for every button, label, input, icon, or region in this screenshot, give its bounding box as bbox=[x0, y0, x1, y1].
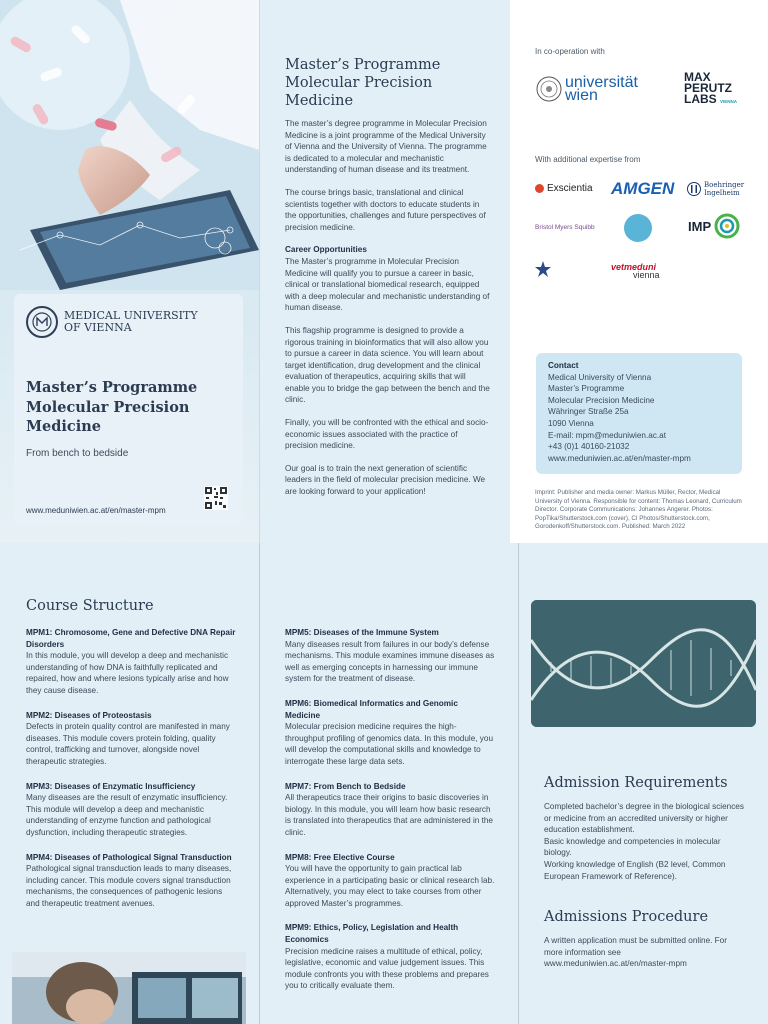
lab-illustration bbox=[12, 952, 246, 1024]
cover-panel bbox=[0, 0, 259, 543]
cover-subtitle: From bench to bedside bbox=[26, 448, 129, 459]
requirement-text: Basic knowledge and competencies in molecular biology. bbox=[544, 836, 721, 858]
boehringer-logo: Boehringer Ingelheim bbox=[687, 181, 744, 197]
uni-wien-seal-icon bbox=[536, 76, 562, 102]
career-paragraph: The Master’s programme in Molecular Precision Medicine will qualify you to pursue a career in basic, clinical or translational biomedical research, equipped with a deep molecular and mechanistic understanding of human disease. bbox=[285, 256, 490, 313]
contact-line: Molecular Precision Medicine bbox=[548, 395, 655, 405]
module-text: All therapeutics trace their origins to basic discoveries in biology. In this module, you will learn how basic research is translated into therapeutics that are administered in the clinic. bbox=[285, 793, 493, 837]
module-heading: MPM3: Diseases of Enzymatic Insufficiency bbox=[26, 781, 196, 791]
exscientia-icon bbox=[535, 184, 544, 193]
star-icon bbox=[535, 261, 551, 277]
partners-panel bbox=[510, 0, 768, 543]
contact-box bbox=[536, 353, 742, 474]
module-item bbox=[285, 922, 495, 992]
cover-photo bbox=[0, 0, 259, 290]
requirement-text: Completed bachelor’s degree in the biological sciences or medicine from an accredited university or higher education establishment. bbox=[544, 802, 744, 835]
module-heading: MPM4: Diseases of Pathological Signal Transduction bbox=[26, 852, 232, 862]
module-heading: MPM1: Chromosome, Gene and Defective DNA Repair Disorders bbox=[26, 628, 236, 649]
amgen-logo: AMGEN bbox=[611, 179, 675, 198]
cover-card bbox=[14, 294, 243, 526]
module-text: Many diseases result from failures in our body’s defense mechanisms. This module examines immune diseases as well as emerging concepts in harnessing our immune system for the treatment of disease. bbox=[285, 639, 495, 684]
course-structure-title: Course Structure bbox=[26, 598, 154, 614]
bms-logo: Bristol Myers Squibb bbox=[535, 224, 595, 231]
module-text: You will have the opportunity to gain practical lab experience in a participating basic or clinical research lab. Alternatively, you may elect to take courses from other approved Master’s programmes. bbox=[285, 864, 495, 908]
module-item bbox=[26, 781, 236, 839]
cooperation-label: In co-operation with bbox=[535, 47, 605, 56]
contact-email[interactable]: E-mail: mpm@meduniwien.ac.at bbox=[548, 430, 666, 440]
imp-logo: IMP bbox=[688, 213, 740, 239]
course-structure-panel bbox=[0, 543, 259, 1024]
module-item bbox=[285, 698, 495, 768]
module-item bbox=[285, 852, 495, 910]
imprint-text: Imprint: Publisher and media owner: Markus Müller, Rector, Medical University of Vienna. Responsible for content: Thomas Leonard, Curriculum Director. Corporate Communications: Johannes Angerer. Photos: PopTika/Shutterstock.com (cover), CI Photos/Shutterstock.com, Gorodenkoff/Shutterstock.com. Published: March 2022 bbox=[535, 489, 742, 531]
ludwig-logo bbox=[624, 214, 652, 242]
contact-phone[interactable]: +43 (0)1 40160-21032 bbox=[548, 442, 630, 452]
contact-line: Master’s Programme bbox=[548, 384, 625, 394]
procedure-url[interactable]: www.meduniwien.ac.at/en/master-mpm bbox=[544, 959, 687, 969]
module-item bbox=[26, 710, 236, 768]
intro-paragraph: The course brings basic, translational and clinical scientists together with doctors to educate students in the opportunities, challenges and future perspectives of precision medicine. bbox=[285, 187, 486, 232]
intro-paragraph: The master’s degree programme in Molecular Precision Medicine is a joint programme of the Medical University of Vienna and the University of Vienna. The programme is dedicated to a molecular and mechanistic understanding of human disease and its treatment. bbox=[285, 119, 487, 175]
module-text: Precision medicine raises a multitude of ethical, policy, legislative, economic and value judgement issues. This module confronts you with these problems and prepares you to critically evaluate them. bbox=[285, 946, 489, 991]
module-text: In this module, you will develop a deep and mechanistic understanding of how DNA is faithfully replicated and repaired, how and where lesions typically arise and how they cause disease. bbox=[26, 651, 229, 695]
module-item bbox=[285, 781, 495, 839]
lab-photo bbox=[12, 952, 246, 1024]
max-perutz-labs-logo: MAX PERUTZ LABS VIENNA bbox=[684, 70, 738, 106]
module-heading: MPM9: Ethics, Policy, Legislation and Health Economics bbox=[285, 923, 459, 945]
module-text: Many diseases are the result of enzymatic insufficiency. This module will develop a deep and mechanistic understanding of enzyme function and pathological dysfunction, including therapeutic strategies. bbox=[26, 793, 228, 837]
admissions-procedure-title: Admissions Procedure bbox=[544, 909, 709, 926]
dna-illustration bbox=[531, 600, 756, 727]
admission-panel bbox=[518, 543, 768, 1024]
module-heading: MPM5: Diseases of the Immune System bbox=[285, 628, 439, 637]
contact-line: 1090 Vienna bbox=[548, 418, 594, 428]
module-heading: MPM6: Biomedical Informatics and Genomic Medicine bbox=[285, 698, 458, 720]
contact-heading: Contact bbox=[548, 361, 579, 370]
cover-title: Master’s Programme Molecular Precision Medicine bbox=[26, 379, 198, 435]
admission-requirements-title: Admission Requirements bbox=[544, 775, 728, 791]
meduni-logo bbox=[26, 306, 198, 338]
career-paragraph: Finally, you will be confronted with the ethical and socio-economic issues associated with the practice of precision medicine. bbox=[285, 418, 489, 451]
cover-illustration bbox=[0, 0, 259, 290]
intro-panel bbox=[259, 0, 510, 543]
intro-title: Master’s Programme Molecular Precision Medicine bbox=[285, 57, 441, 109]
boehringer-icon bbox=[687, 181, 701, 197]
module-heading: MPM7: From Bench to Bedside bbox=[285, 781, 406, 791]
meduni-emblem-icon bbox=[26, 306, 58, 338]
dna-photo bbox=[531, 600, 756, 727]
module-text: Pathological signal transduction leads to many diseases, including cancer. This module covers signal transduction mechanisms, the consequences of pathogenic lesions and therapeutic treatment avenues. bbox=[26, 864, 232, 908]
module-heading: MPM8: Free Elective Course bbox=[285, 852, 395, 862]
modules-panel bbox=[259, 543, 518, 1024]
module-heading: MPM2: Diseases of Proteostasis bbox=[26, 710, 152, 720]
module-text: Defects in protein quality control are manifested in many diseases. This module covers protein folding, quality control, trafficking and turnover, alongside novel therapeutic strategies. bbox=[26, 722, 230, 766]
cover-url[interactable]: www.meduniwien.ac.at/en/master-mpm bbox=[26, 506, 166, 515]
requirement-text: Working knowledge of English (B2 level, Common European Framework of Reference). bbox=[544, 859, 726, 881]
university-name: MEDICAL UNIVERSITY OF VIENNA bbox=[64, 309, 198, 334]
module-text: Molecular precision medicine requires the high-throughput profiling of genomics data. In this module, you will develop the computational skills and knowledge to interrogate these large data sets. bbox=[285, 722, 493, 766]
career-heading: Career Opportunities bbox=[285, 245, 367, 255]
contact-line: Medical University of Vienna bbox=[548, 372, 652, 382]
vetmeduni-logo: vetmeduni vienna bbox=[611, 262, 660, 280]
expertise-label: With additional expertise from bbox=[535, 155, 641, 164]
qr-code-icon[interactable] bbox=[204, 486, 228, 510]
contact-url[interactable]: www.meduniwien.ac.at/en/master-mpm bbox=[548, 453, 691, 463]
career-paragraph: Our goal is to train the next generation of scientific leaders in the field of molecular precision medicine. We are looking forward to your application! bbox=[285, 463, 486, 497]
ludwig-circle-icon bbox=[624, 214, 652, 242]
uni-wien-logo: universität wien bbox=[536, 76, 638, 102]
procedure-text: A written application must be submitted online. For more information see bbox=[544, 936, 727, 957]
imp-ring-icon bbox=[714, 213, 740, 239]
ludwig-boltzmann-logo bbox=[535, 261, 580, 277]
career-paragraph: This flagship programme is designed to provide a rigorous training in bioinformatics that will also allow you to pursue a career in data science. You will learn about target identification, drug development and the clinical evaluation of therapeutics, acquiring skills that will enable you to bridge the gap between the bench and the clinic. bbox=[285, 325, 490, 405]
contact-line: Währinger Straße 25a bbox=[548, 407, 629, 417]
module-item bbox=[285, 627, 495, 685]
module-item bbox=[26, 627, 236, 697]
module-item bbox=[26, 852, 236, 910]
exscientia-logo: Exscientia bbox=[535, 183, 593, 194]
